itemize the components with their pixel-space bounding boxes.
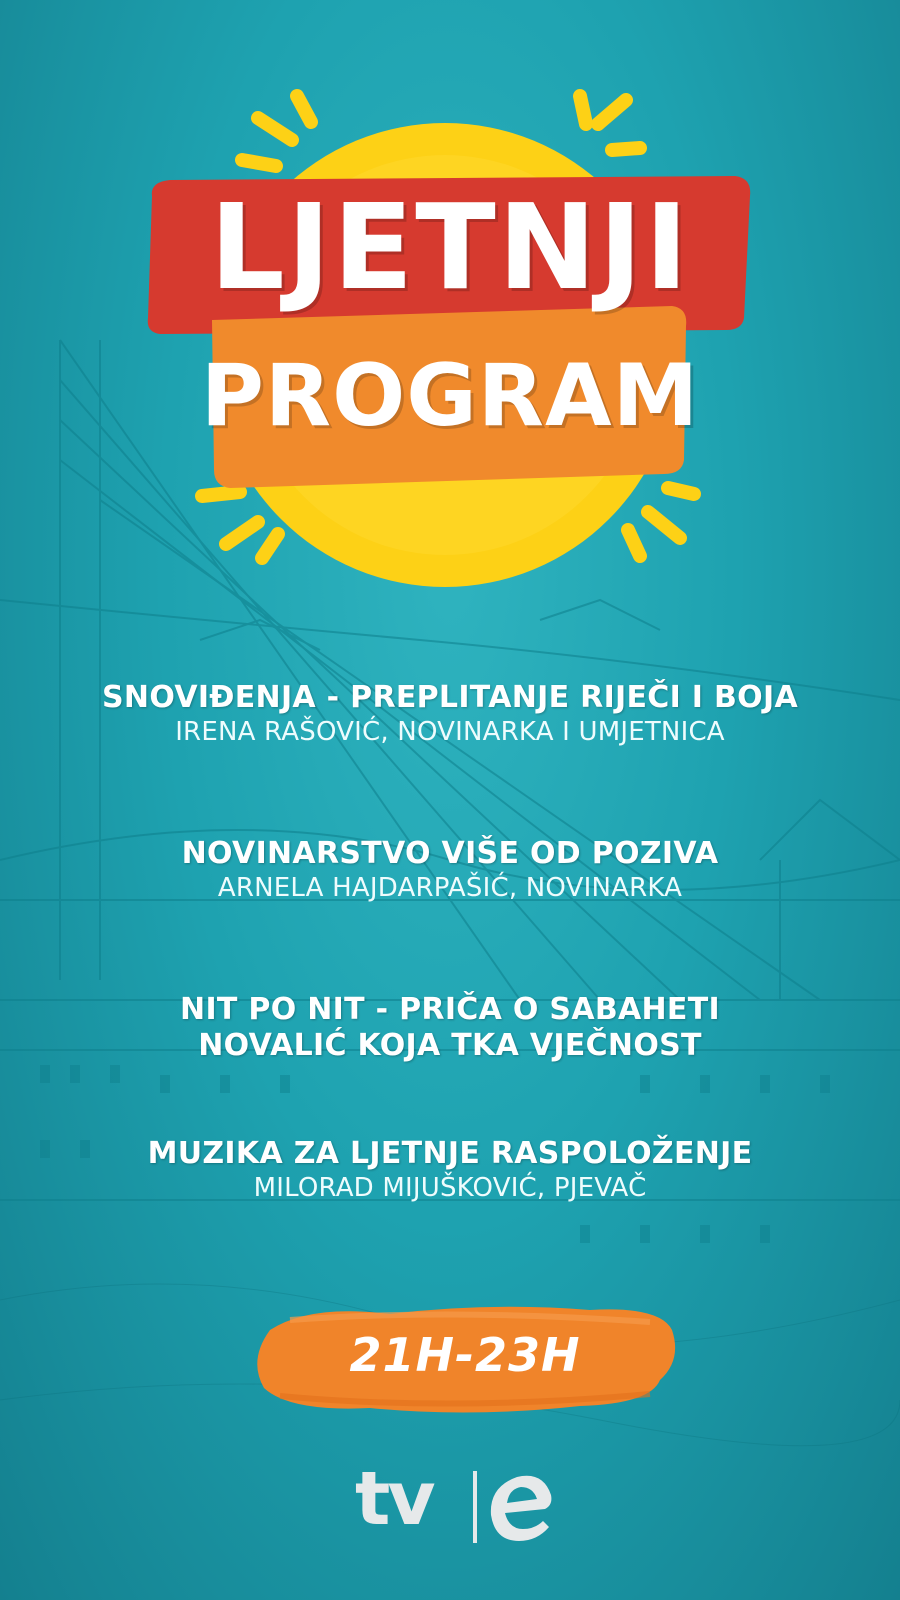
time-badge — [250, 1300, 680, 1420]
show-title-line-2: NOVALIĆ KOJA TKA VJEČNOST — [198, 1028, 702, 1063]
show-title: NOVINARSTVO VIŠE OD POZIVA — [181, 836, 719, 871]
show-guest: ARNELA HAJDARPAŠIĆ, NOVINARKA — [217, 873, 683, 903]
show-guest: IRENA RAŠOVIĆ, NOVINARKA I UMJETNICA — [175, 717, 725, 747]
show-title-line-1: NIT PO NIT - PRIČA O SABAHETI — [180, 992, 720, 1027]
summer-program-logo — [0, 0, 900, 640]
show-item — [0, 680, 900, 748]
show-guest: MILORAD MIJUŠKOVIĆ, PJEVAČ — [253, 1173, 647, 1203]
logo-title-line-2: PROGRAM — [200, 346, 700, 446]
show-title: MUZIKA ZA LJETNJE RASPOLOŽENJE — [147, 1136, 753, 1171]
broadcast-time: 21H-23H — [349, 1328, 581, 1382]
show-title: SNOVIĐENJA - PREPLITANJE RIJEČI I BOJA — [102, 680, 798, 715]
show-item — [0, 1136, 900, 1204]
show-item — [0, 992, 900, 1064]
tve-logo-text: tv — [355, 1456, 433, 1542]
e-letter-icon — [483, 1469, 559, 1545]
show-item — [0, 836, 900, 904]
logo-divider — [473, 1471, 477, 1543]
tve-channel-logo — [355, 1456, 555, 1545]
logo-title-line-1: LJETNJI — [209, 178, 691, 316]
